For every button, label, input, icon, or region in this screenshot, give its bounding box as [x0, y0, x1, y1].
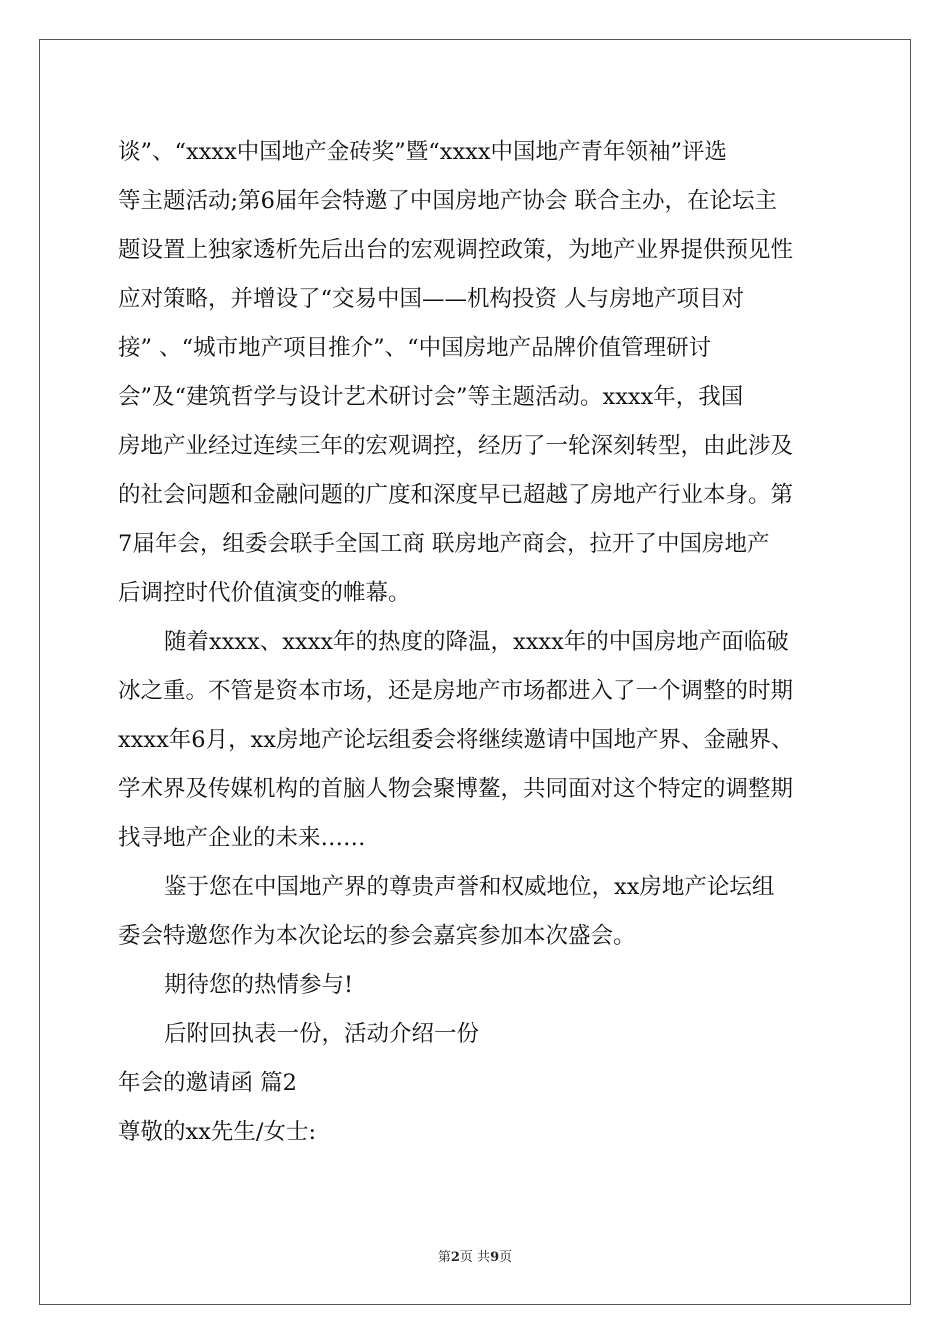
- text-line: 接” 、“城市地产项目推介”、“中国房地产品牌价值管理研讨: [118, 335, 712, 361]
- text-line: 学术界及传媒机构的首脑人物会聚博鳌，共同面对这个特定的调整期: [118, 776, 794, 802]
- text-line: 的社会问题和金融问题的广度和深度早已超越了房地产行业本身。第: [118, 482, 794, 508]
- text-line: 委会特邀您作为本次论坛的参会嘉宾参加本次盛会。: [118, 923, 636, 949]
- footer-suffix: 页: [499, 1250, 513, 1265]
- text-line: 期待您的热情参与!: [164, 972, 354, 998]
- text-line: 冰之重。不管是资本市场，还是房地产市场都进入了一个调整的时期: [118, 678, 794, 704]
- text-line: 会”及“建筑哲学与设计艺术研讨会”等主题活动。xxxx年，我国: [118, 384, 744, 410]
- salutation: 尊敬的xx先生/女士:: [118, 1119, 317, 1145]
- text-line: 等主题活动;第6届年会特邀了中国房地产协会 联合主办，在论坛主: [118, 188, 778, 214]
- text-line: 后附回执表一份，活动介绍一份: [164, 1021, 480, 1047]
- text-line: 后调控时代价值演变的帷幕。: [118, 580, 411, 606]
- text-line: xxxx年6月，xx房地产论坛组委会将继续邀请中国地产界、金融界、: [118, 727, 794, 753]
- text-line: 应对策略，并增设了“交易中国——机构投资 人与房地产项目对: [118, 286, 745, 312]
- document-body: [118, 128, 838, 1157]
- text-line: 房地产业经过连续三年的宏观调控，经历了一轮深刻转型，由此涉及: [118, 433, 794, 459]
- footer-prefix: 第: [437, 1250, 451, 1265]
- text-line: 找寻地产企业的未来……: [118, 825, 366, 851]
- footer-mid: 页 共: [459, 1250, 491, 1265]
- page-footer: [0, 1246, 950, 1265]
- text-line: 谈”、“xxxx中国地产金砖奖”暨“xxxx中国地产青年领袖”评选: [118, 139, 728, 165]
- text-line: 题设置上独家透析先后出台的宏观调控政策，为地产业界提供预见性: [118, 237, 794, 263]
- current-page-number: 2: [450, 1250, 460, 1265]
- total-page-number: 9: [490, 1250, 500, 1265]
- section-heading: 年会的邀请函 篇2: [118, 1070, 297, 1096]
- text-line: 随着xxxx、xxxx年的热度的降温，xxxx年的中国房地产面临破: [164, 629, 789, 655]
- text-line: 7届年会，组委会联手全国工商 联房地产商会，拉开了中国房地产: [118, 531, 770, 557]
- text-line: 鉴于您在中国地产界的尊贵声誉和权威地位，xx房地产论坛组: [164, 874, 775, 900]
